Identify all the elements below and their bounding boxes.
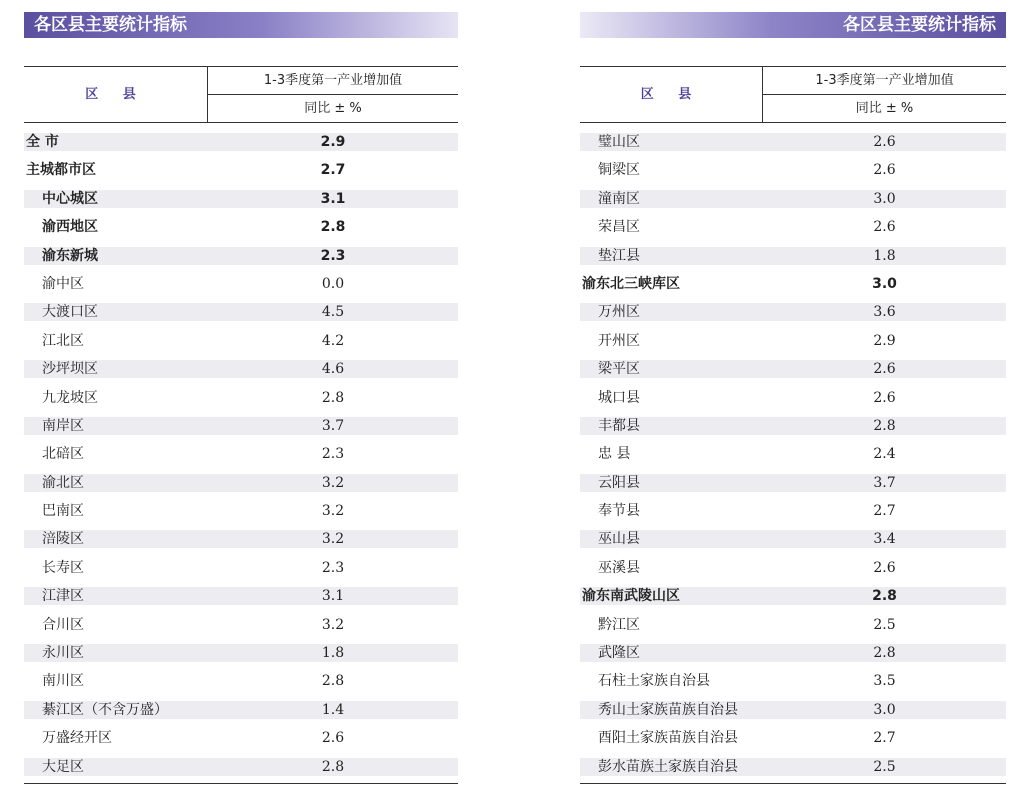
growth-value: 2.7 — [320, 162, 346, 179]
table-row — [580, 327, 1006, 355]
growth-value: 3.2 — [321, 531, 345, 548]
growth-value: 2.4 — [873, 446, 896, 463]
region-column-header: 区 县 — [580, 67, 763, 122]
region-name: 丰都县 — [598, 417, 640, 434]
table-row — [580, 667, 1006, 695]
region-name: 石柱土家族自治县 — [598, 673, 710, 690]
growth-value: 3.6 — [873, 304, 896, 321]
region-name: 南川区 — [42, 673, 84, 690]
growth-value: 4.5 — [321, 304, 345, 321]
growth-value: 2.8 — [320, 219, 346, 236]
growth-value: 3.7 — [873, 474, 896, 491]
growth-value: 2.3 — [320, 247, 346, 264]
growth-value: 3.0 — [873, 701, 896, 718]
region-name: 忠 县 — [598, 446, 631, 463]
table-row — [580, 355, 1006, 383]
region-name: 渝东南武陵山区 — [582, 588, 680, 605]
region-name: 城口县 — [598, 389, 640, 406]
right-panel — [580, 12, 1006, 784]
region-name: 巴南区 — [42, 503, 84, 520]
region-name: 江北区 — [42, 332, 84, 349]
region-name: 渝东北三峡库区 — [582, 275, 680, 292]
region-name: 沙坪坝区 — [42, 361, 98, 378]
bottom-rule — [580, 783, 1006, 784]
growth-value: 1.4 — [321, 701, 345, 718]
region-name: 大足区 — [42, 758, 84, 775]
growth-value: 2.7 — [873, 730, 896, 747]
region-column-header: 区 县 — [24, 67, 208, 122]
region-name: 永川区 — [42, 645, 84, 662]
region-name: 渝北区 — [42, 474, 84, 491]
table-row — [580, 582, 1006, 610]
growth-value: 2.6 — [873, 219, 896, 236]
table-row — [24, 554, 458, 582]
growth-value: 2.6 — [873, 389, 896, 406]
table-row — [580, 440, 1006, 468]
growth-value: 2.7 — [873, 503, 896, 520]
region-name: 合川区 — [42, 616, 84, 633]
region-name: 荣昌区 — [598, 219, 640, 236]
table-row — [580, 242, 1006, 270]
table-row — [580, 270, 1006, 298]
table-row — [24, 185, 458, 213]
region-name: 武隆区 — [598, 645, 640, 662]
table-row — [580, 753, 1006, 781]
growth-value: 2.9 — [873, 332, 896, 349]
table-body — [580, 128, 1006, 781]
table-row — [24, 753, 458, 781]
table-header — [24, 66, 458, 123]
growth-value: 3.0 — [873, 190, 896, 207]
growth-value: 2.8 — [321, 673, 345, 690]
region-name: 酉阳土家族苗族自治县 — [598, 730, 738, 747]
region-name: 主城都市区 — [26, 162, 96, 179]
table-row — [580, 497, 1006, 525]
growth-value: 3.2 — [321, 474, 345, 491]
region-name: 万盛经开区 — [42, 730, 112, 747]
table-row — [580, 611, 1006, 639]
region-name: 九龙坡区 — [42, 389, 98, 406]
region-name: 垫江县 — [598, 247, 640, 264]
page-title: 各区县主要统计指标 — [24, 12, 458, 38]
table-body — [24, 128, 458, 781]
table-row — [580, 384, 1006, 412]
growth-value: 2.8 — [873, 645, 896, 662]
growth-value: 2.8 — [321, 389, 345, 406]
region-name: 云阳县 — [598, 474, 640, 491]
growth-value: 2.5 — [873, 616, 896, 633]
region-name: 彭水苗族土家族自治县 — [598, 758, 738, 775]
region-name: 江津区 — [42, 588, 84, 605]
table-row — [580, 185, 1006, 213]
metric-column-header: 1-3季度第一产业增加值 — [763, 67, 1006, 95]
table-row — [580, 696, 1006, 724]
growth-value: 3.0 — [872, 275, 897, 292]
growth-value: 2.8 — [321, 758, 345, 775]
growth-value: 2.3 — [321, 559, 345, 576]
region-name: 璧山区 — [598, 134, 640, 150]
table-row — [580, 525, 1006, 553]
region-name: 全 市 — [26, 134, 59, 150]
unit-column-header: 同比 ± % — [304, 101, 362, 116]
growth-value: 3.7 — [321, 417, 345, 434]
table-row — [24, 355, 458, 383]
table-row — [24, 298, 458, 326]
unit-column-header: 同比 ± % — [855, 101, 914, 116]
table-row — [24, 497, 458, 525]
growth-value: 1.8 — [873, 247, 896, 264]
growth-value: 2.3 — [321, 446, 345, 463]
table-row — [580, 469, 1006, 497]
growth-value: 1.8 — [321, 645, 345, 662]
growth-value: 2.6 — [873, 361, 896, 378]
table-row — [580, 298, 1006, 326]
table-row — [580, 554, 1006, 582]
metric-column-header: 1-3季度第一产业增加值 — [208, 67, 458, 95]
growth-value: 3.1 — [321, 588, 345, 605]
table-row — [24, 440, 458, 468]
table-row — [24, 611, 458, 639]
growth-value: 2.8 — [872, 588, 897, 605]
growth-value: 2.6 — [873, 559, 896, 576]
table-row — [24, 384, 458, 412]
table-row — [580, 213, 1006, 241]
table-row — [580, 639, 1006, 667]
growth-value: 4.2 — [321, 332, 345, 349]
table-row — [24, 696, 458, 724]
table-row — [24, 128, 458, 156]
table-row — [24, 724, 458, 752]
growth-value: 2.6 — [873, 134, 896, 150]
region-name: 巫溪县 — [598, 559, 640, 576]
region-name: 铜梁区 — [598, 162, 640, 179]
growth-value: 3.5 — [873, 673, 896, 690]
region-name: 渝西地区 — [42, 219, 98, 236]
region-name: 中心城区 — [42, 190, 98, 207]
table-row — [24, 327, 458, 355]
growth-value: 2.5 — [873, 758, 896, 775]
growth-value: 2.8 — [873, 417, 896, 434]
growth-value: 2.9 — [320, 134, 346, 150]
bottom-rule — [24, 783, 458, 784]
growth-value: 3.2 — [321, 503, 345, 520]
table-row — [24, 270, 458, 298]
table-row — [580, 412, 1006, 440]
table-row — [24, 156, 458, 184]
region-name: 潼南区 — [598, 190, 640, 207]
table-row — [580, 156, 1006, 184]
region-name: 大渡口区 — [42, 304, 98, 321]
region-name: 长寿区 — [42, 559, 84, 576]
region-name: 巫山县 — [598, 531, 640, 548]
growth-value: 3.4 — [873, 531, 896, 548]
table-row — [580, 128, 1006, 156]
table-row — [24, 412, 458, 440]
table-row — [24, 667, 458, 695]
region-name: 黔江区 — [598, 616, 640, 633]
region-name: 梁平区 — [598, 361, 640, 378]
table-row — [24, 469, 458, 497]
table-header — [580, 66, 1006, 123]
region-name: 秀山土家族苗族自治县 — [598, 701, 738, 718]
growth-value: 3.1 — [320, 190, 346, 207]
growth-value: 0.0 — [321, 275, 345, 292]
table-row — [24, 582, 458, 610]
region-name: 开州区 — [598, 332, 640, 349]
table-row — [24, 639, 458, 667]
growth-value: 3.2 — [321, 616, 345, 633]
region-name: 渝中区 — [42, 275, 84, 292]
table-row — [580, 724, 1006, 752]
page-title: 各区县主要统计指标 — [580, 12, 1006, 38]
region-name: 万州区 — [598, 304, 640, 321]
region-name: 奉节县 — [598, 503, 640, 520]
region-name: 涪陵区 — [42, 531, 84, 548]
growth-value: 2.6 — [321, 730, 345, 747]
table-row — [24, 213, 458, 241]
region-name: 渝东新城 — [42, 247, 98, 264]
table-row — [24, 525, 458, 553]
growth-value: 2.6 — [873, 162, 896, 179]
region-name: 北碚区 — [42, 446, 84, 463]
table-row — [24, 242, 458, 270]
region-name: 綦江区（不含万盛） — [42, 701, 168, 718]
region-name: 南岸区 — [42, 417, 84, 434]
growth-value: 4.6 — [321, 361, 345, 378]
left-panel — [24, 12, 458, 784]
